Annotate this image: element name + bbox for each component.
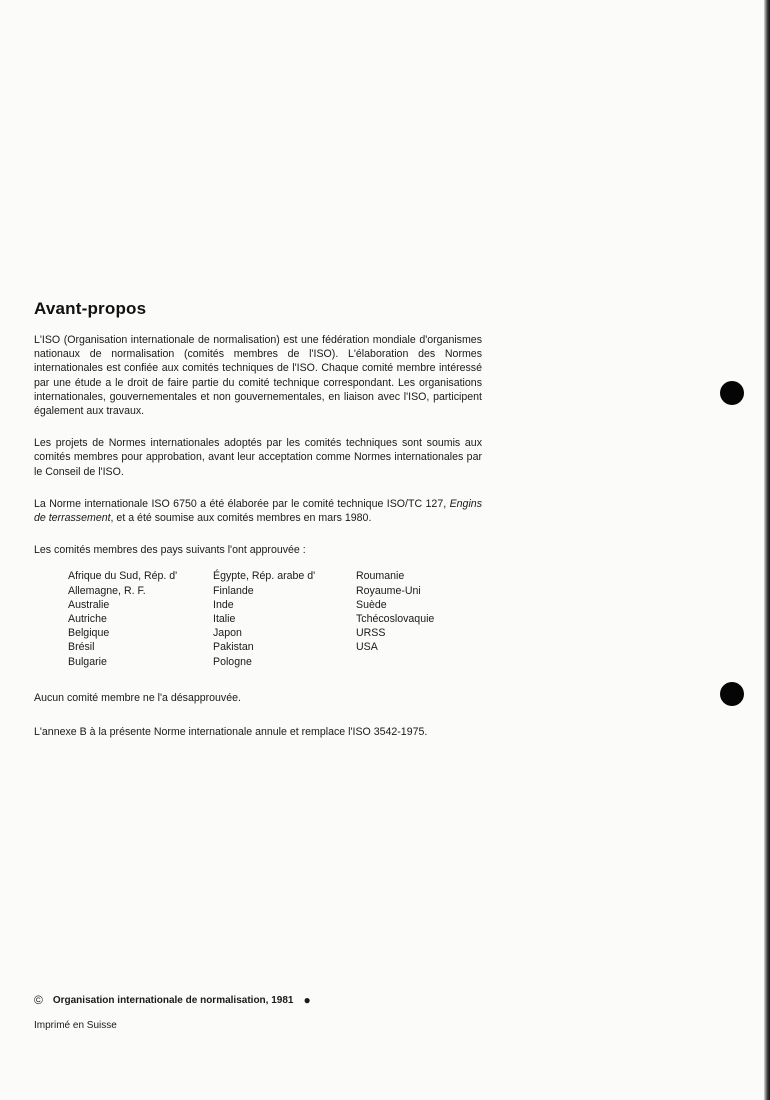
standard-text-suffix: , et a été soumise aux comités membres en mars 1980. (110, 512, 372, 525)
country-item: Royaume-Uni (356, 584, 421, 597)
country-item: Roumanie (356, 570, 405, 583)
country-item: Afrique du Sud, Rép. d' (68, 570, 178, 583)
country-column-3 (356, 569, 476, 668)
committee-title: Engins de terrassement (34, 497, 482, 525)
copyright-line (34, 993, 311, 1007)
printed-location: Imprimé en Suisse (34, 1020, 117, 1031)
paragraph-drafts: Les projets de Normes internationales adoptés par les comités techniques sont soumis aux comités membres pour approbation, avant leur acceptation comme Normes internationales par le Conseil de l'ISO. (34, 437, 482, 478)
country-item: Pakistan (213, 641, 254, 654)
country-item: Italie (213, 613, 236, 626)
paragraph-intro: L'ISO (Organisation internationale de normalisation) est une fédération mondiale d'organismes nationaux de normalisation (comités membres de l'ISO). L'élaboration des Normes internationales est confiée aux comités techniques de l'ISO. Chaque comité membre intéressé par une étude a le droit de faire partie du comité technique correspondant. Les organisations internationales, gouvernementales et non gouvernementales, en liaison avec l'ISO, participent également aux travaux. (34, 334, 482, 418)
country-item: Pologne (213, 655, 252, 668)
country-item: Suède (356, 598, 387, 611)
country-item: URSS (356, 627, 386, 640)
punch-hole-top (720, 381, 744, 405)
punch-hole-bottom (720, 682, 744, 706)
paragraph-no-disapproval: Aucun comité membre ne l'a désapprouvée. (34, 691, 241, 704)
paragraph-standard (34, 497, 482, 525)
country-item: Bulgarie (68, 655, 107, 668)
page-binding-edge (764, 0, 770, 1100)
country-column-2 (213, 569, 356, 668)
paragraph-approved-intro: Les comités membres des pays suivants l'ont approuvée : (34, 544, 306, 557)
country-item: Tchécoslovaquie (356, 613, 435, 626)
country-item: Égypte, Rép. arabe d' (213, 570, 316, 583)
copyright-symbol: © (34, 993, 43, 1007)
country-list (68, 569, 482, 668)
country-item: Inde (213, 598, 234, 611)
country-item: Brésil (68, 641, 95, 654)
country-item: Allemagne, R. F. (68, 584, 146, 597)
page-title: Avant-propos (34, 299, 147, 318)
country-item: Autriche (68, 613, 107, 626)
bullet-icon: ● (303, 993, 311, 1007)
copyright-text: Organisation internationale de normalisation, 1981 (52, 994, 294, 1006)
standard-text-prefix: La Norme internationale ISO 6750 a été élaborée par le comité technique ISO/TC 127, (34, 497, 450, 510)
country-item: Finlande (213, 584, 254, 597)
country-item: Belgique (68, 627, 110, 640)
foreword-section (34, 299, 482, 739)
country-item: USA (356, 641, 378, 654)
country-item: Australie (68, 598, 110, 611)
country-column-1 (68, 569, 213, 668)
paragraph-annex: L'annexe B à la présente Norme internationale annule et remplace l'ISO 3542-1975. (34, 726, 428, 739)
footer (34, 993, 311, 1031)
country-item: Japon (213, 627, 242, 640)
